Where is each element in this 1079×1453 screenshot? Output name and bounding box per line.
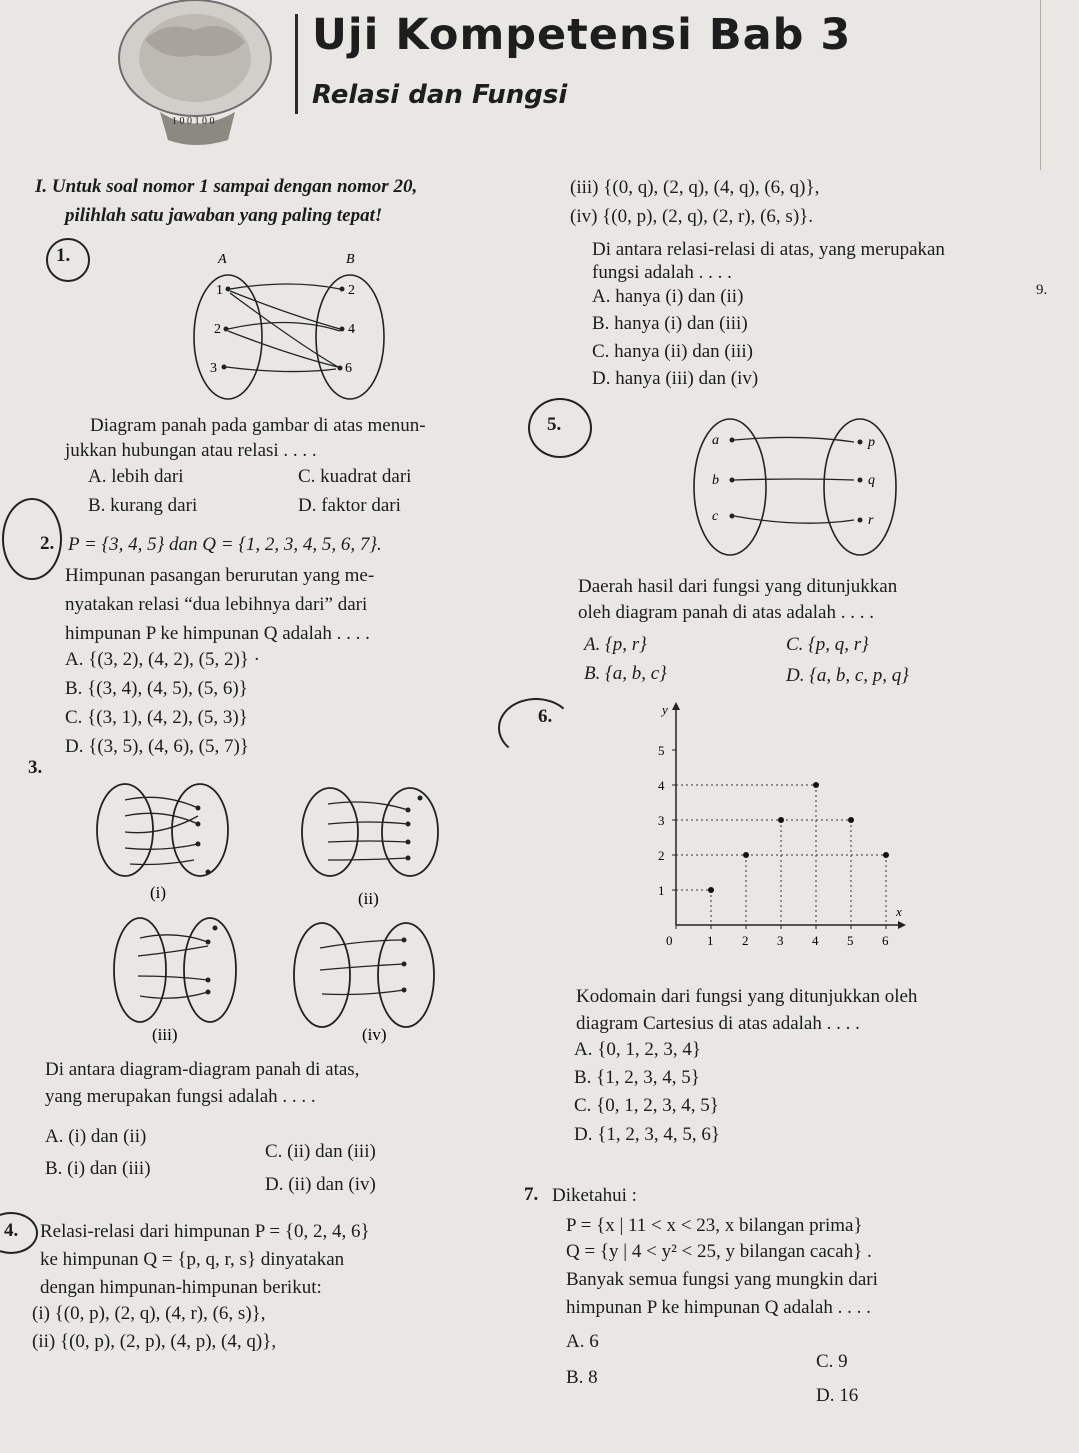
q3-label-iv: (iv) <box>362 1025 387 1044</box>
question-4-number: 4. <box>4 1220 19 1241</box>
q1-set-a-label: A <box>218 252 227 267</box>
q5-left-c: c <box>712 509 719 524</box>
question-7-number: 7. <box>524 1184 539 1205</box>
y-tick-label: 3 <box>658 813 665 828</box>
q7-option-d[interactable]: D. 16 <box>816 1385 859 1406</box>
q5-option-a[interactable]: A. {p, r} <box>584 634 647 655</box>
y-axis-arrow <box>672 702 680 710</box>
x-tick-label: 4 <box>812 933 819 948</box>
q5-right-r: r <box>868 513 874 528</box>
q2-line-1: Himpunan pasangan berurutan yang me- <box>65 565 375 586</box>
data-point <box>813 782 819 788</box>
q5-option-d[interactable]: D. {a, b, c, p, q} <box>786 665 909 686</box>
q4-line-2: ke himpunan Q = {p, q, r, s} dinyatakan <box>40 1249 345 1270</box>
q2-option-c[interactable]: C. {(3, 1), (4, 2), (5, 3)} <box>65 707 248 728</box>
x-tick-label: 6 <box>882 933 889 948</box>
q7-line-1: P = {x | 11 < x < 23, x bilangan prima} <box>566 1215 863 1236</box>
q3-label-ii: (ii) <box>358 889 379 908</box>
q1-option-d[interactable]: D. faktor dari <box>298 495 401 516</box>
q3-option-c[interactable]: C. (ii) dan (iii) <box>265 1141 376 1162</box>
q3-stem-1: Di antara diagram-diagram panah di atas, <box>45 1059 360 1080</box>
q4-stem-2: fungsi adalah . . . . <box>592 262 732 283</box>
question-3-number: 3. <box>28 757 43 778</box>
x-tick-label: 1 <box>707 933 714 948</box>
q3-option-b[interactable]: B. (i) dan (iii) <box>45 1158 151 1179</box>
q4-line-1: Relasi-relasi dari himpunan P = {0, 2, 4, 6} <box>40 1221 370 1242</box>
data-point <box>848 817 854 823</box>
q1-b-6: 6 <box>345 361 352 376</box>
q1-set-b-label: B <box>346 252 355 267</box>
q5-option-c[interactable]: C. {p, q, r} <box>786 634 869 655</box>
y-tick-label: 1 <box>658 883 665 898</box>
instruction-line-1: I. Untuk soal nomor 1 sampai dengan nomor 20, <box>35 176 418 197</box>
q2-line-2: nyatakan relasi “dua lebihnya dari” dari <box>65 594 368 615</box>
data-point <box>778 817 784 823</box>
q6-stem-1: Kodomain dari fungsi yang ditunjukkan oleh <box>576 986 918 1007</box>
x-tick-label: 5 <box>847 933 854 948</box>
question-6-circle <box>498 698 574 758</box>
x-tick-label: 3 <box>777 933 784 948</box>
q4-item-iv: (iv) {(0, p), (2, q), (2, r), (6, s)}. <box>570 206 814 227</box>
q6-option-b[interactable]: B. {1, 2, 3, 4, 5} <box>574 1067 700 1088</box>
q3-label-i: (i) <box>150 883 167 902</box>
q2-option-d[interactable]: D. {(3, 5), (4, 6), (5, 7)} <box>65 736 249 757</box>
q1-arrow-diagram <box>190 245 400 405</box>
q4-item-iii: (iii) {(0, q), (2, q), (4, q), (6, q)}, <box>570 177 820 198</box>
q1-stem-1: Diagram panah pada gambar di atas menun- <box>90 415 426 436</box>
q3-option-a[interactable]: A. (i) dan (ii) <box>45 1126 147 1147</box>
q1-option-c[interactable]: C. kuadrat dari <box>298 466 412 487</box>
q1-option-b[interactable]: B. kurang dari <box>88 495 198 516</box>
x-axis-label: x <box>896 904 902 919</box>
q2-option-b[interactable]: B. {(3, 4), (4, 5), (5, 6)} <box>65 678 248 699</box>
q1-b-4: 4 <box>348 322 355 337</box>
q1-a-2: 2 <box>214 322 221 337</box>
q5-option-b[interactable]: B. {a, b, c} <box>584 663 667 684</box>
y-tick-label: 4 <box>658 778 665 793</box>
question-6-number: 6. <box>538 706 553 727</box>
q3-label-iii: (iii) <box>152 1025 178 1044</box>
logo-text: 1 0 0 1 0 0 <box>172 116 215 127</box>
q5-right-p: p <box>868 435 875 450</box>
q4-item-i: (i) {(0, p), (2, q), (4, r), (6, s)}, <box>32 1303 266 1324</box>
q3-option-d[interactable]: D. (ii) dan (iv) <box>265 1174 376 1195</box>
q4-option-a[interactable]: A. hanya (i) dan (ii) <box>592 286 744 307</box>
instruction-line-2: pilihlah satu jawaban yang paling tepat! <box>65 205 383 226</box>
q7-option-a[interactable]: A. 6 <box>566 1331 599 1352</box>
chapter-title: Uji Kompetensi Bab 3 <box>312 10 852 60</box>
q1-stem-2: jukkan hubungan atau relasi . . . . <box>65 440 317 461</box>
q2-line-0: P = {3, 4, 5} dan Q = {1, 2, 3, 4, 5, 6, 7}. <box>68 534 382 555</box>
y-tick-label: 5 <box>658 743 665 758</box>
page-edge <box>1040 0 1079 170</box>
q3-stem-2: yang merupakan fungsi adalah . . . . <box>45 1086 316 1107</box>
q7-line-2: Q = {y | 4 < y² < 25, y bilangan cacah} . <box>566 1241 872 1262</box>
y-axis-label: y <box>662 702 668 717</box>
question-2-number: 2. <box>40 533 55 554</box>
q4-stem-1: Di antara relasi-relasi di atas, yang merupakan <box>592 239 945 260</box>
question-1-number: 1. <box>56 245 71 266</box>
chapter-subtitle: Relasi dan Fungsi <box>312 80 568 110</box>
q1-a-3: 3 <box>210 361 217 376</box>
q4-line-3: dengan himpunan-himpunan berikut: <box>40 1277 322 1298</box>
q7-line-0: Diketahui : <box>552 1185 637 1206</box>
q4-item-ii: (ii) {(0, p), (2, p), (4, p), (4, q)}, <box>32 1331 277 1352</box>
question-5-number: 5. <box>547 414 562 435</box>
q4-option-c[interactable]: C. hanya (ii) dan (iii) <box>592 341 753 362</box>
q5-arrow-diagram <box>690 412 910 562</box>
x-axis-arrow <box>898 921 906 929</box>
margin-number: 9. <box>1036 282 1048 298</box>
y-tick-label: 2 <box>658 848 665 863</box>
q5-left-b: b <box>712 473 719 488</box>
q6-option-c[interactable]: C. {0, 1, 2, 3, 4, 5} <box>574 1095 719 1116</box>
q2-line-3: himpunan P ke himpunan Q adalah . . . . <box>65 623 370 644</box>
q6-stem-2: diagram Cartesius di atas adalah . . . . <box>576 1013 860 1034</box>
x-tick-label: 0 <box>666 933 673 948</box>
q7-line-3: Banyak semua fungsi yang mungkin dari <box>566 1269 878 1290</box>
q1-b-2: 2 <box>348 283 355 298</box>
q7-option-c[interactable]: C. 9 <box>816 1351 848 1372</box>
q1-option-a[interactable]: A. lebih dari <box>88 466 184 487</box>
data-point <box>708 887 714 893</box>
q6-option-a[interactable]: A. {0, 1, 2, 3, 4} <box>574 1039 701 1060</box>
q6-cartesian-chart <box>640 700 910 960</box>
q7-line-4: himpunan P ke himpunan Q adalah . . . . <box>566 1297 871 1318</box>
q4-option-b[interactable]: B. hanya (i) dan (iii) <box>592 313 748 334</box>
q1-a-1: 1 <box>216 283 223 298</box>
q2-option-a[interactable]: A. {(3, 2), (4, 2), (5, 2)} · <box>65 649 261 670</box>
q5-stem-2: oleh diagram panah di atas adalah . . . . <box>578 602 874 623</box>
brain-bulb-logo <box>110 0 280 150</box>
q5-right-q: q <box>868 473 875 488</box>
data-point <box>743 852 749 858</box>
data-point <box>883 852 889 858</box>
q4-option-d[interactable]: D. hanya (iii) dan (iv) <box>592 368 759 389</box>
q6-option-d[interactable]: D. {1, 2, 3, 4, 5, 6} <box>574 1124 720 1145</box>
q5-stem-1: Daerah hasil dari fungsi yang ditunjukkan <box>578 576 898 597</box>
x-tick-label: 2 <box>742 933 749 948</box>
q5-left-a: a <box>712 433 719 448</box>
q3-arrow-diagrams <box>70 780 470 1050</box>
q7-option-b[interactable]: B. 8 <box>566 1367 598 1388</box>
